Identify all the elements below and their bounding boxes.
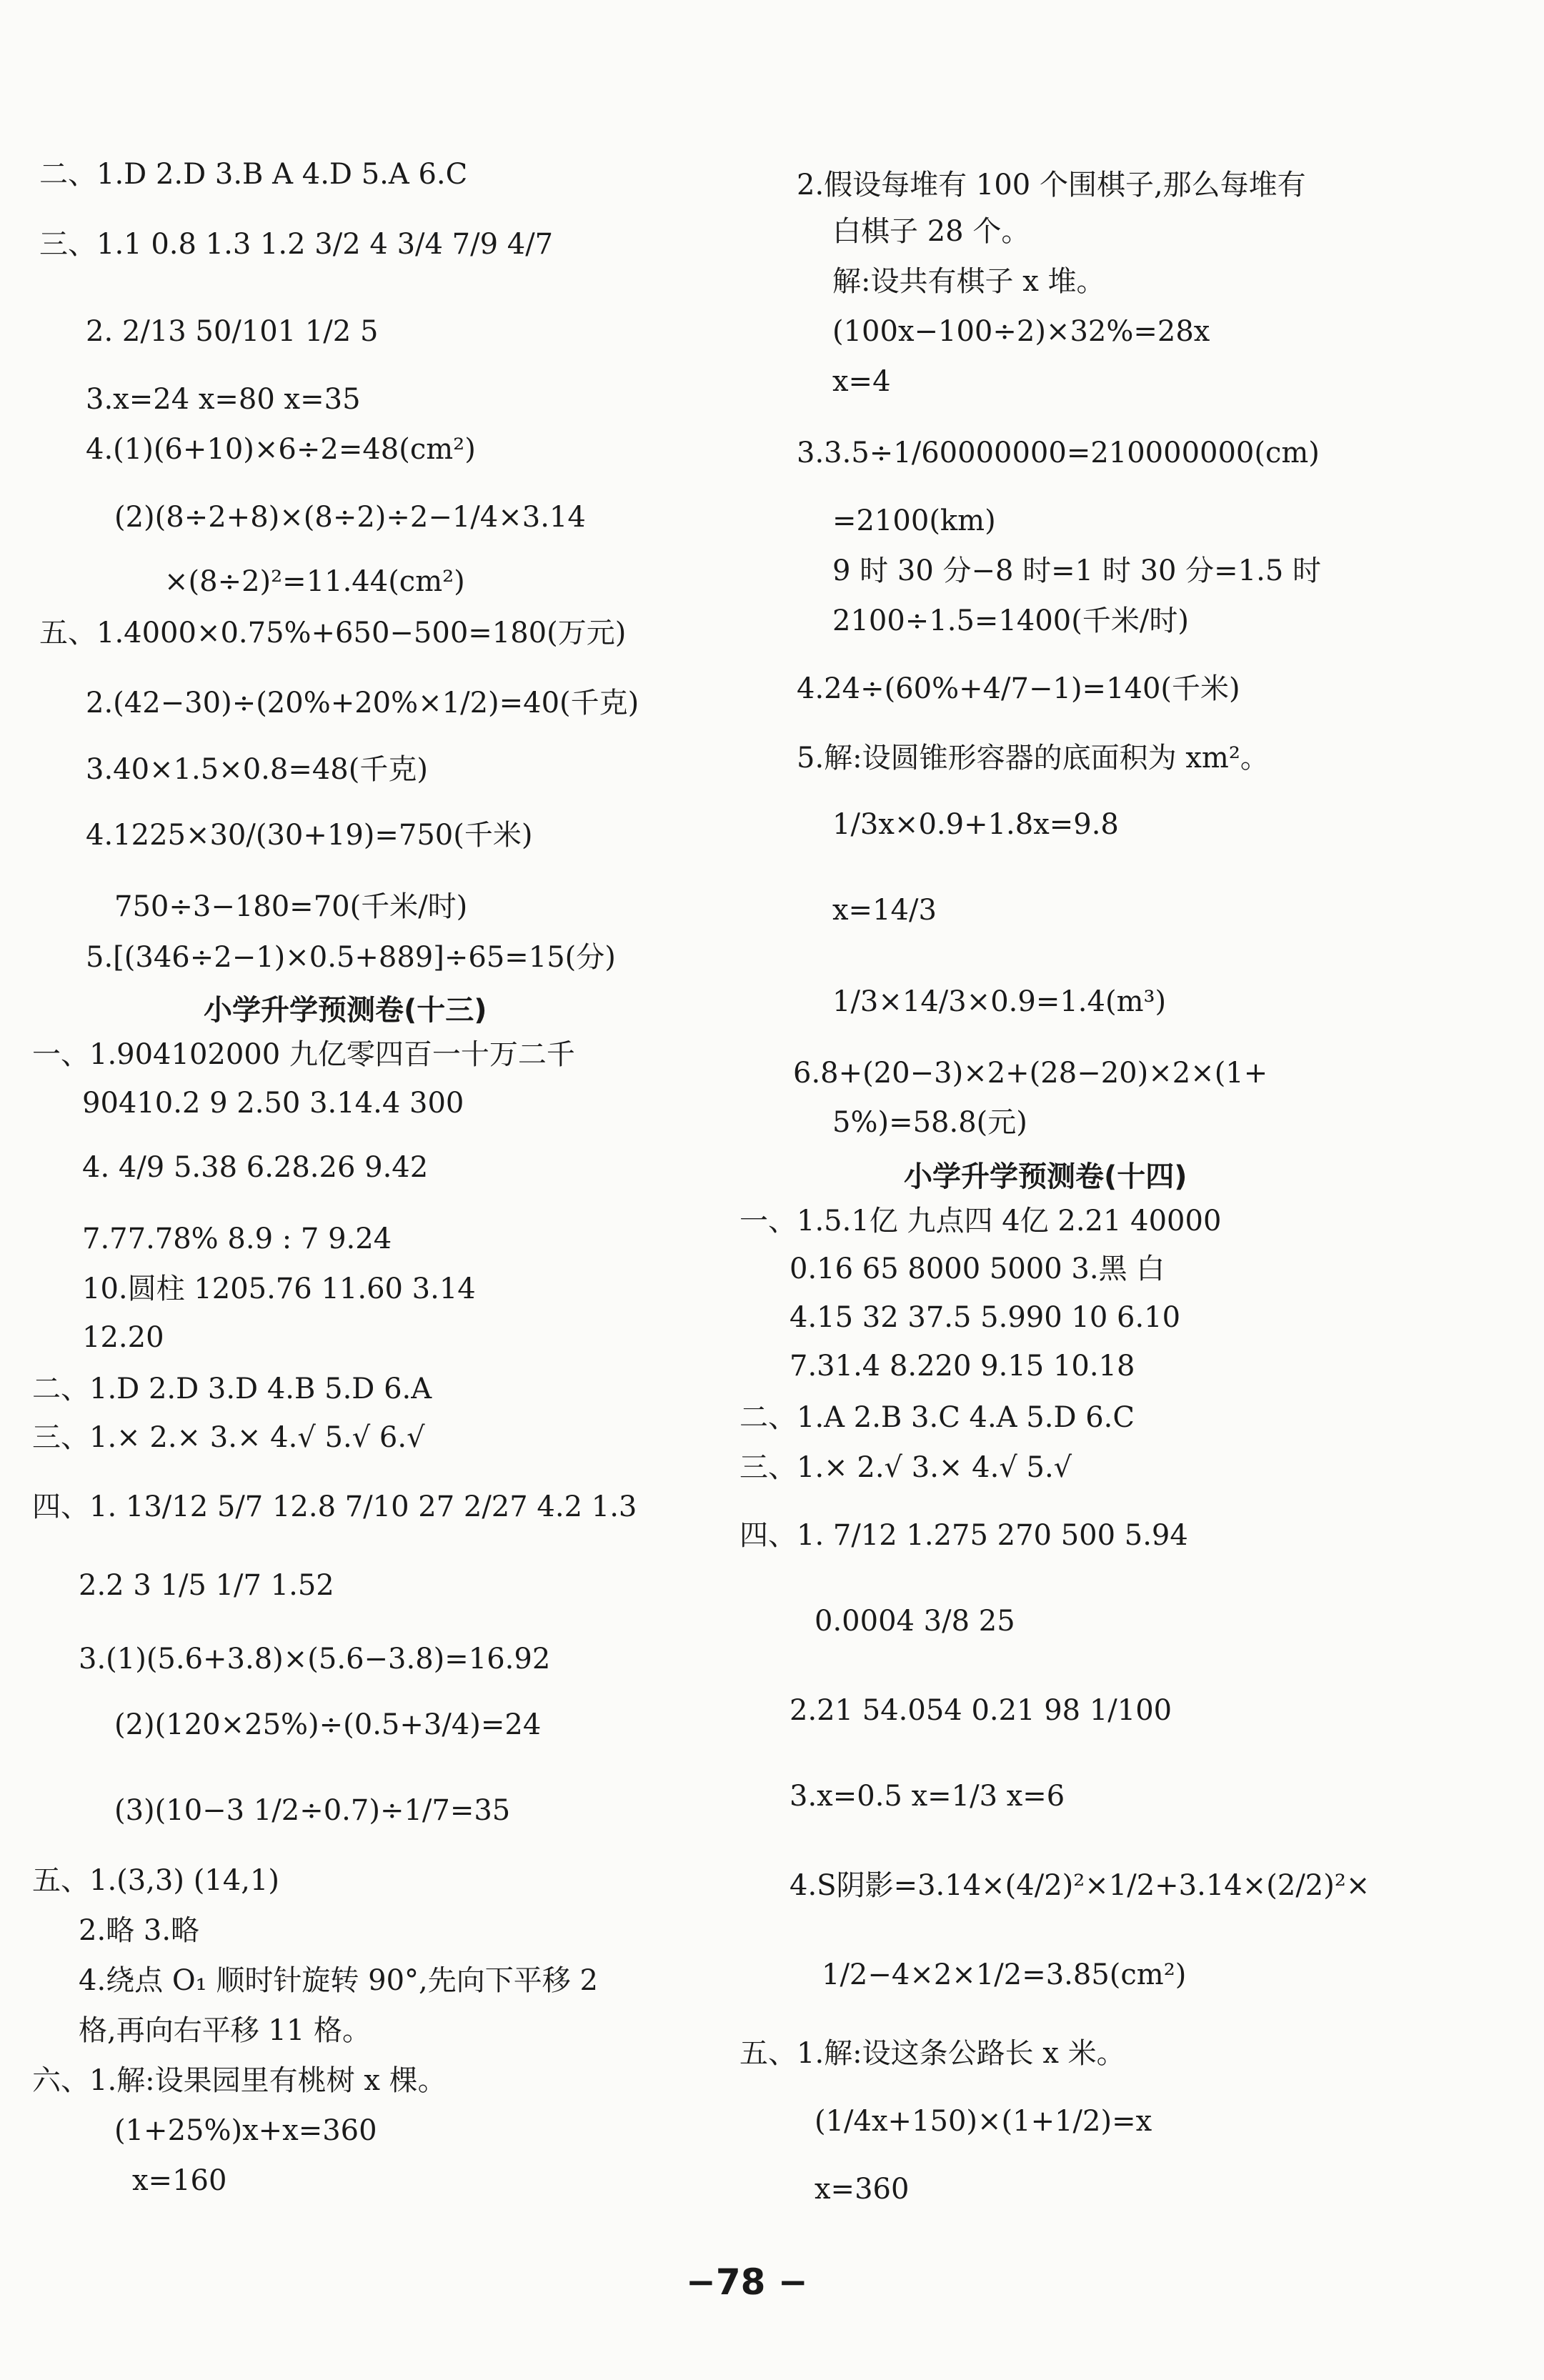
left-line-11: 4.1225×30/(30+19)=750(千米) [86,819,533,852]
left-line-15: 90410.2 9 2.50 3.14.4 300 [82,1087,464,1120]
right-line-4: (100x−100÷2)×32%=28x [832,315,1210,348]
right-line-9: 2100÷1.5=1400(千米/时) [832,604,1189,637]
right-line-26: 3.x=0.5 x=1/3 x=6 [790,1780,1065,1813]
left-line-1: 二、1.D 2.D 3.B A 4.D 5.A 6.C [39,158,468,191]
right-line-7: =2100(km) [832,504,996,537]
left-line-22: 四、1. 13/12 5/7 12.8 7/10 27 2/27 4.2 1.3 [32,1490,637,1523]
left-line-25: (2)(120×25%)÷(0.5+3/4)=24 [114,1708,542,1741]
section-heading-14: 小学升学预测卷(十四) [904,1160,1187,1193]
right-line-10: 4.24÷(60%+4/7−1)=140(千米) [797,672,1240,705]
right-line-20: 7.31.4 8.220 9.15 10.18 [790,1350,1135,1383]
right-line-14: 1/3×14/3×0.9=1.4(m³) [832,985,1167,1018]
section-heading-13: 小学升学预测卷(十三) [204,994,487,1027]
right-line-15: 6.8+(20−3)×2+(28−20)×2×(1+ [793,1057,1268,1090]
left-line-20: 二、1.D 2.D 3.D 4.B 5.D 6.A [32,1373,432,1405]
left-line-23: 2.2 3 1/5 1/7 1.52 [79,1569,334,1602]
right-line-18: 0.16 65 8000 5000 3.黑 白 [790,1253,1165,1285]
right-line-19: 4.15 32 37.5 5.990 10 6.10 [790,1301,1181,1334]
left-line-9: 2.(42−30)÷(20%+20%×1/2)=40(千克) [86,687,639,720]
right-line-25: 2.21 54.054 0.21 98 1/100 [790,1694,1172,1727]
right-line-6: 3.3.5÷1/60000000=210000000(cm) [797,437,1320,469]
right-line-1: 2.假设每堆有 100 个围棋子,那么每堆有 [797,169,1306,201]
right-line-17: 一、1.5.1亿 九点四 4亿 2.21 40000 [739,1205,1222,1238]
right-line-28: 1/2−4×2×1/2=3.85(cm²) [822,1958,1187,1991]
right-line-27: 4.S阴影=3.14×(4/2)²×1/2+3.14×(2/2)²× [790,1869,1370,1902]
left-line-2: 三、1.1 0.8 1.3 1.2 3/2 4 3/4 7/9 4/7 [39,228,554,261]
right-line-30: (1/4x+150)×(1+1/2)=x [815,2105,1152,2138]
left-line-4: 3.x=24 x=80 x=35 [86,383,361,416]
left-line-10: 3.40×1.5×0.8=48(千克) [86,753,428,786]
page-number: −78 − [686,2261,808,2303]
left-line-21: 三、1.× 2.× 3.× 4.√ 5.√ 6.√ [32,1421,425,1454]
right-line-5: x=4 [832,365,891,398]
left-line-5: 4.(1)(6+10)×6÷2=48(cm²) [86,433,476,466]
right-line-29: 五、1.解:设这条公路长 x 米。 [739,2037,1125,2070]
left-line-29: 4.绕点 O₁ 顺时针旋转 90°,先向下平移 2 [79,1964,598,1997]
right-line-16: 5%)=58.8(元) [832,1106,1027,1139]
left-line-7: ×(8÷2)²=11.44(cm²) [164,565,465,598]
left-line-24: 3.(1)(5.6+3.8)×(5.6−3.8)=16.92 [79,1643,551,1676]
left-line-14: 一、1.904102000 九亿零四百一十万二千 [32,1038,575,1071]
left-line-33: x=160 [132,2164,227,2197]
right-line-11: 5.解:设圆锥形容器的底面积为 xm²。 [797,742,1269,775]
left-line-32: (1+25%)x+x=360 [114,2114,377,2147]
left-line-6: (2)(8÷2+8)×(8÷2)÷2−1/4×3.14 [114,501,586,534]
left-line-28: 2.略 3.略 [79,1914,200,1947]
right-line-23: 四、1. 7/12 1.275 270 500 5.94 [739,1519,1188,1552]
right-line-2: 白棋子 28 个。 [832,215,1030,248]
left-line-17: 7.77.78% 8.9 : 7 9.24 [82,1223,392,1255]
left-line-30: 格,再向右平移 11 格。 [79,2014,372,2047]
left-line-31: 六、1.解:设果园里有桃树 x 棵。 [32,2064,447,2097]
left-line-3: 2. 2/13 50/101 1/2 5 [86,315,379,348]
left-line-13: 5.[(346÷2−1)×0.5+889]÷65=15(分) [86,941,616,974]
left-line-26: (3)(10−3 1/2÷0.7)÷1/7=35 [114,1794,511,1827]
left-line-12: 750÷3−180=70(千米/时) [114,890,468,923]
left-line-19: 12.20 [82,1321,164,1354]
right-line-22: 三、1.× 2.√ 3.× 4.√ 5.√ [739,1451,1072,1484]
right-line-24: 0.0004 3/8 25 [815,1605,1015,1638]
right-line-8: 9 时 30 分−8 时=1 时 30 分=1.5 时 [832,554,1322,587]
left-line-8: 五、1.4000×0.75%+650−500=180(万元) [39,617,627,649]
left-line-16: 4. 4/9 5.38 6.28.26 9.42 [82,1151,429,1184]
right-line-12: 1/3x×0.9+1.8x=9.8 [832,808,1119,841]
right-line-13: x=14/3 [832,894,937,927]
right-line-3: 解:设共有棋子 x 堆。 [832,265,1105,298]
right-line-31: x=360 [815,2173,910,2206]
left-line-27: 五、1.(3,3) (14,1) [32,1864,279,1897]
left-line-18: 10.圆柱 1205.76 11.60 3.14 [82,1273,476,1305]
right-line-21: 二、1.A 2.B 3.C 4.A 5.D 6.C [739,1401,1135,1434]
